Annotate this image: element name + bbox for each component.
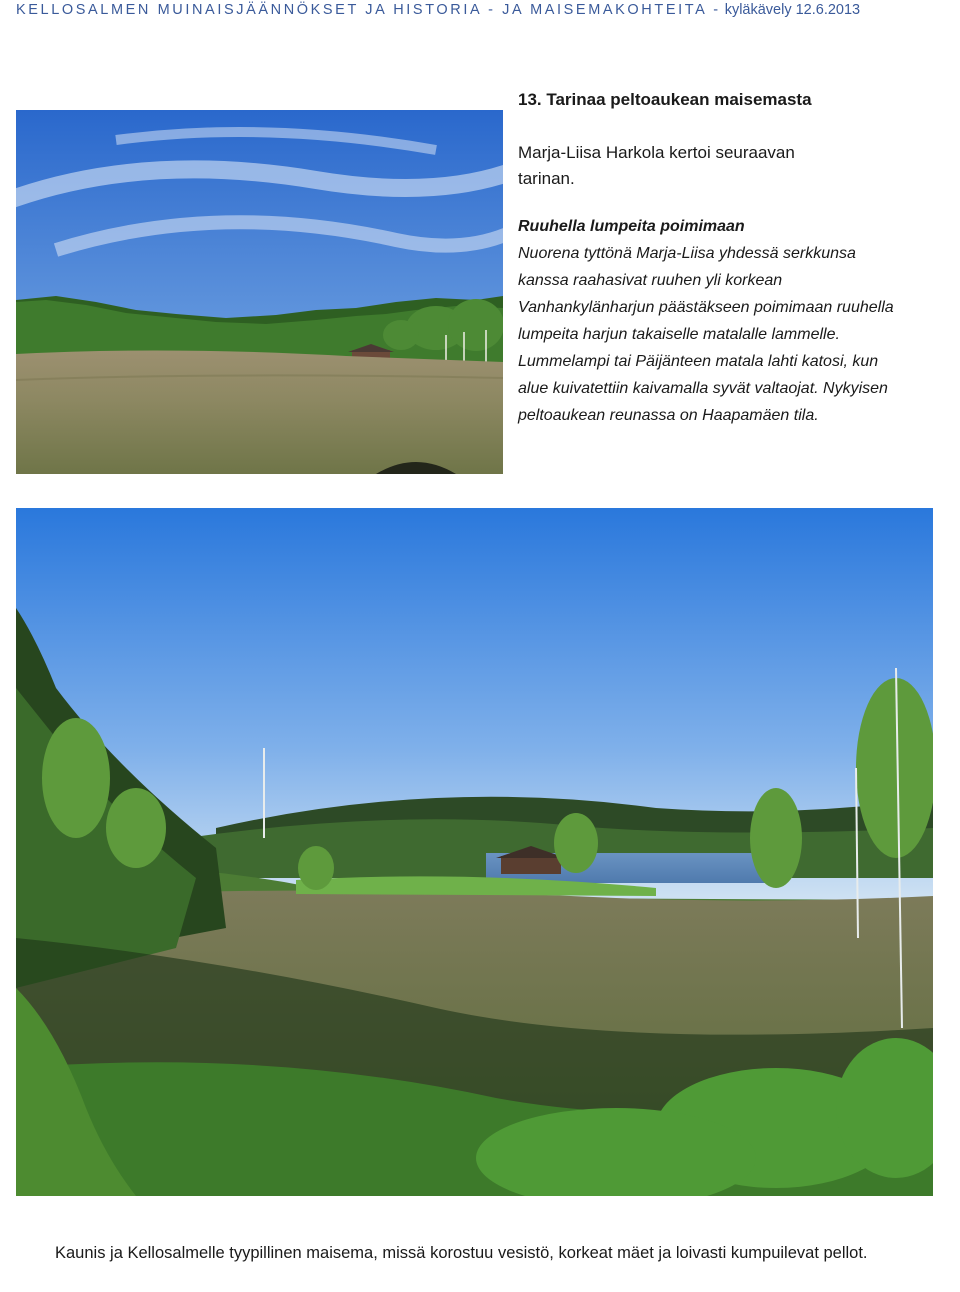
- intro-text: Marja-Liisa Harkola kertoi seuraavan tarinan.: [518, 143, 795, 188]
- header-title: KELLOSALMEN MUINAISJÄÄNNÖKSET JA HISTORIA - JA MAISEMAKOHTEITA -: [16, 2, 721, 18]
- photo-caption: Kaunis ja Kellosalmelle tyypillinen maisema, missä korostuu vesistö, korkeat mäet ja loivasti kumpuilevat pellot.: [55, 1244, 868, 1262]
- story-body: Nuorena tyttönä Marja-Liisa yhdessä serkkunsa kanssa raahasivat ruuhen yli korkean Vanhankylänharjun päästäkseen poimimaan ruuhella lumpeita harjun takaiselle matalalle lammelle. Lummelampi tai Päijänteen matala lahti katosi, kun alue kuivatettiin kaivamalla syvät valtaojat. Nykyisen peltoaukean reunassa on Haapamäen tila.: [518, 245, 894, 424]
- document-header: [16, 0, 946, 22]
- section-title: 13. Tarinaa peltoaukean maisemasta: [518, 90, 812, 109]
- story-title: Ruuhella lumpeita poimimaan: [518, 218, 745, 235]
- header-date: kyläkävely 12.6.2013: [724, 2, 861, 18]
- photo-field-landscape: [16, 110, 503, 474]
- photo-lake-landscape: [16, 508, 933, 1196]
